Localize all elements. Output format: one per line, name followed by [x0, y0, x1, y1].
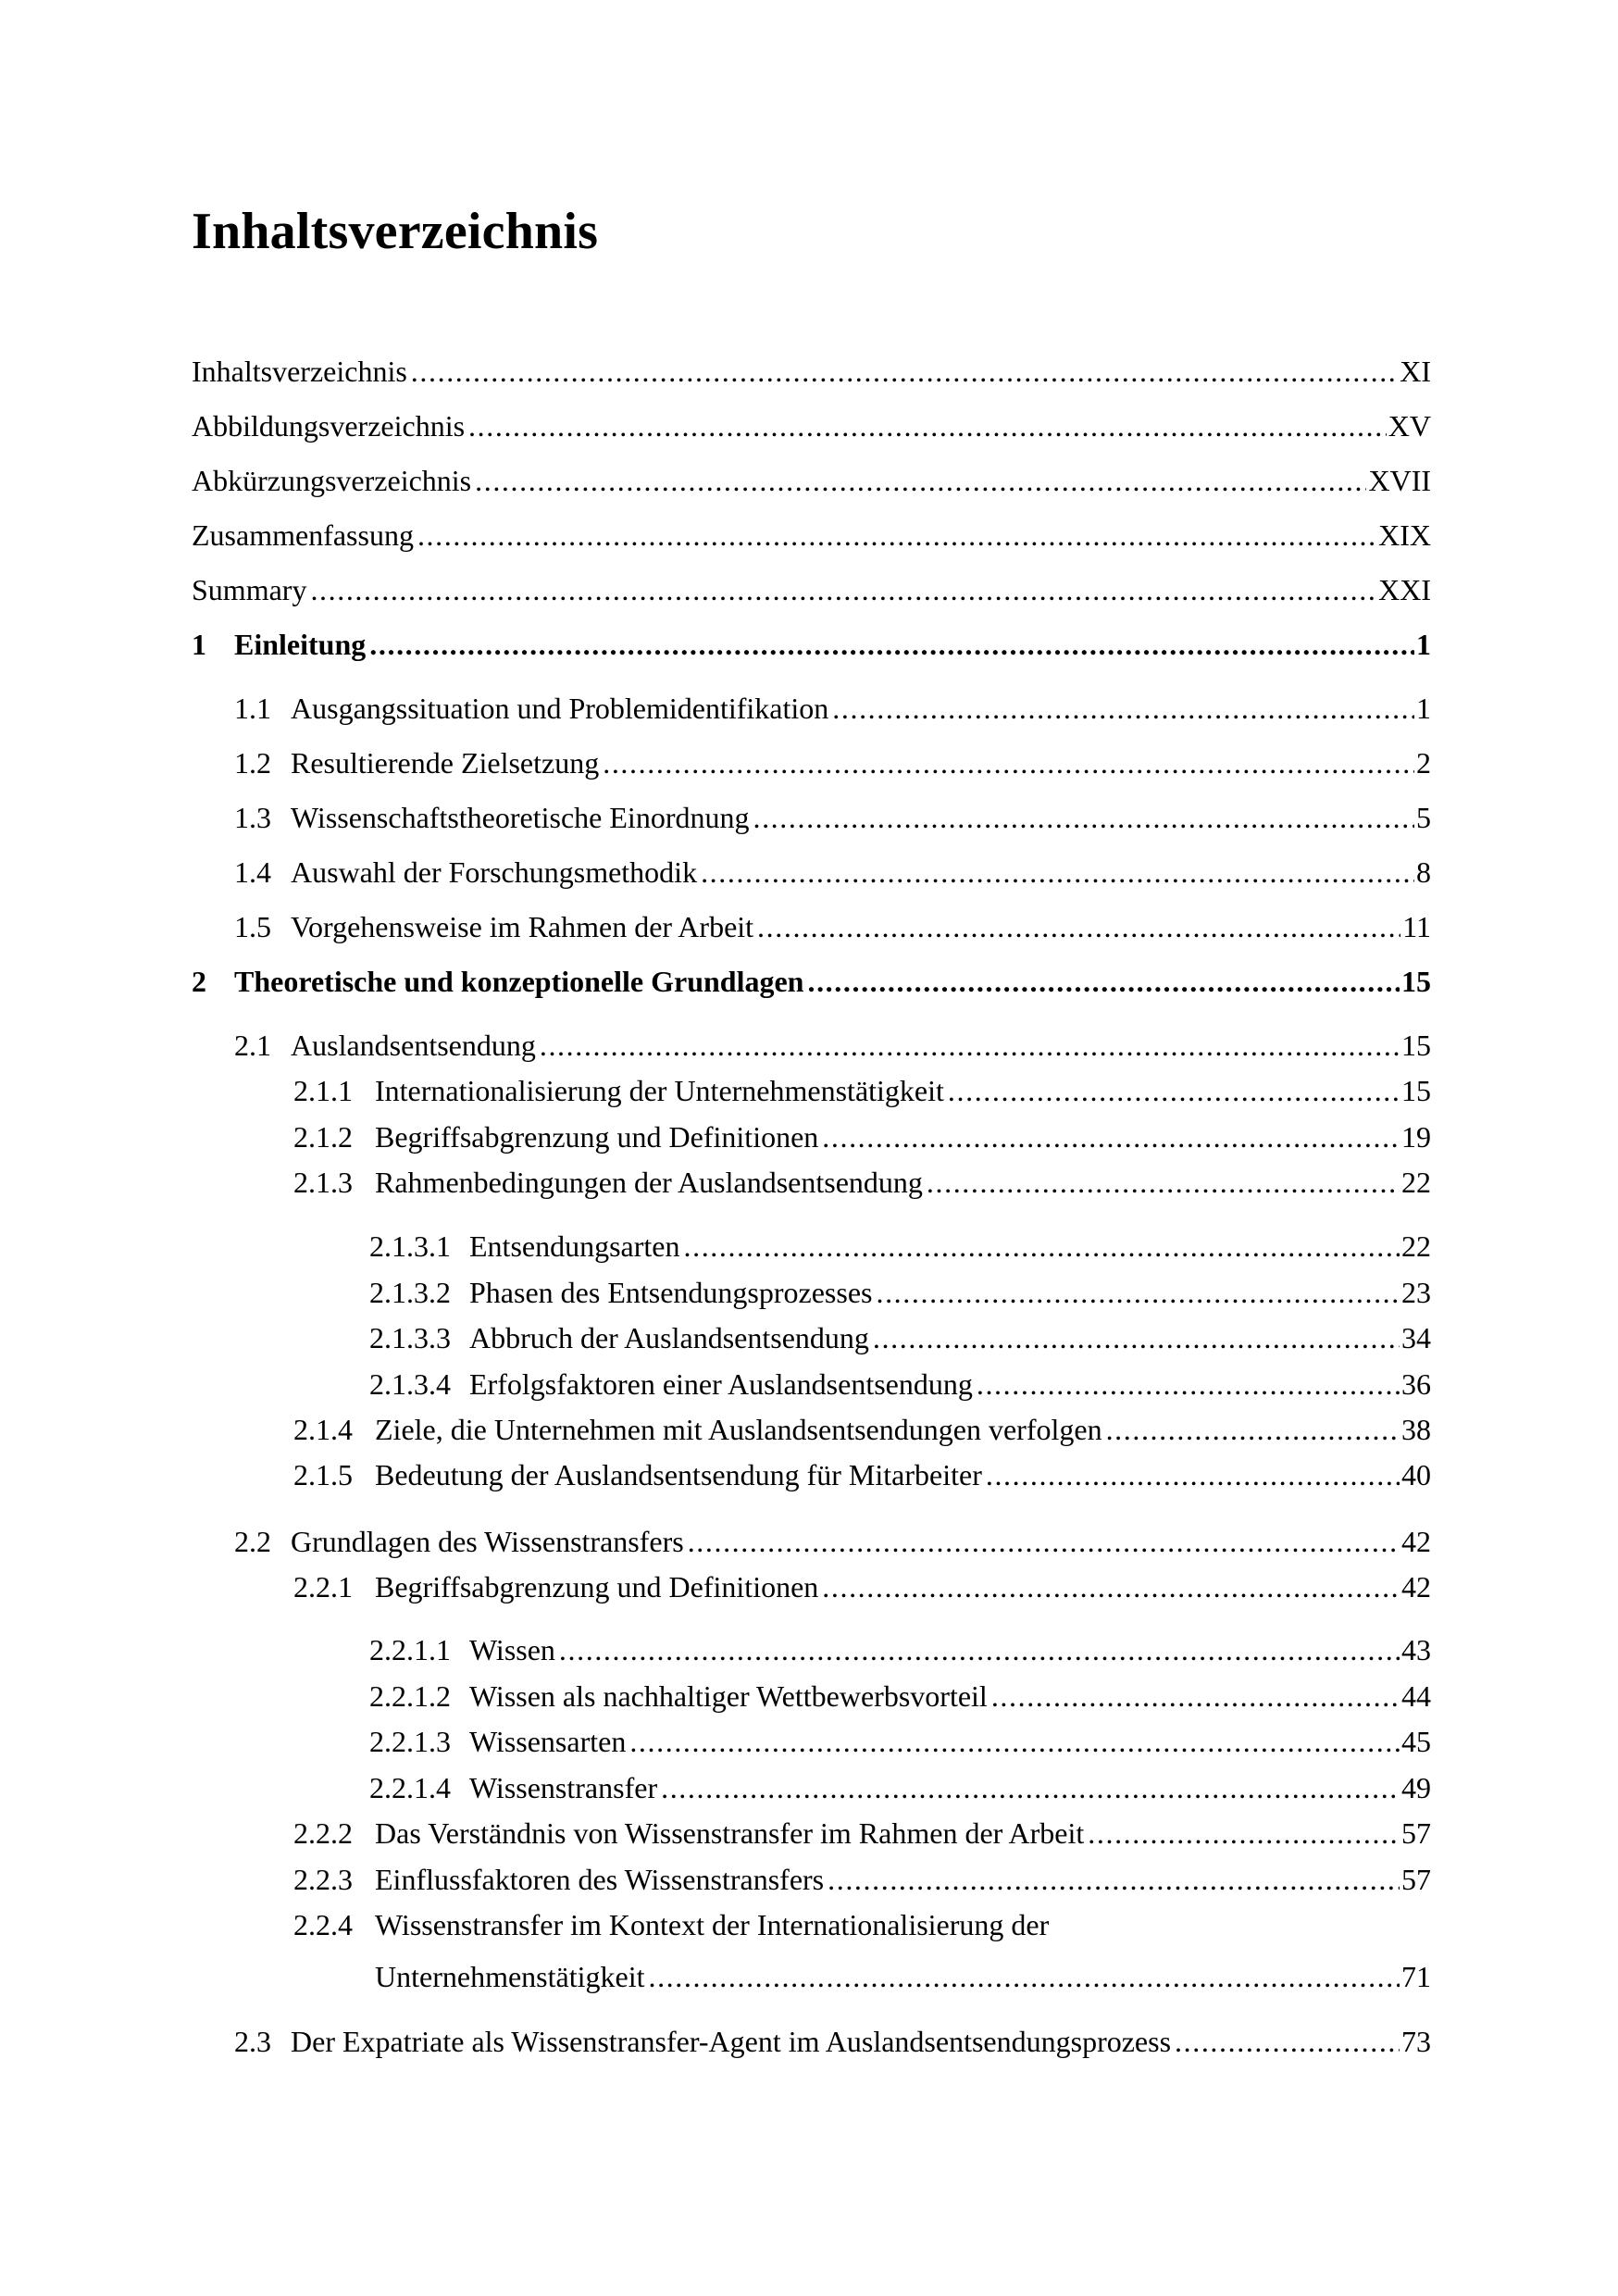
toc-entry-page: 22 [1401, 1229, 1431, 1263]
toc-entry-title: Auswahl der Forschungsmethodik [291, 855, 698, 889]
toc-entry-number: 2.1.2 [293, 1120, 353, 1154]
toc-entry-page: 43 [1401, 1633, 1431, 1666]
toc-entry[interactable] [192, 571, 1431, 608]
toc-entry-number: 2.2.4 [293, 1908, 353, 1941]
toc-dot-leader [927, 1164, 1400, 1201]
toc-subsection-entry[interactable] [293, 1411, 1431, 1448]
toc-entry-title: Ausgangssituation und Problemidentifikation [291, 692, 829, 725]
toc-entry-number: 2.3 [234, 2025, 271, 2058]
toc-dot-leader [832, 690, 1414, 727]
toc-entry-number: 1.1 [234, 692, 271, 725]
toc-entry-number: 2.2.1.4 [369, 1771, 451, 1804]
toc-entry-title: Wissen [469, 1633, 555, 1666]
toc-entry-page: 5 [1416, 801, 1431, 834]
toc-entry-title: Abkürzungsverzeichnis [192, 464, 472, 497]
toc-subsection-entry[interactable] [293, 1456, 1431, 1493]
toc-subsection-entry[interactable] [293, 1118, 1431, 1155]
toc-entry-number: 2.1.3 [293, 1166, 353, 1199]
toc-dot-leader [873, 1319, 1400, 1356]
toc-entry-number: 1.3 [234, 801, 271, 834]
toc-entry-title: Erfolgsfaktoren einer Auslandsentsendung [469, 1367, 973, 1401]
toc-entry-title: Unternehmenstätigkeit [375, 1960, 645, 1993]
toc-entry-number: 2.1.3.4 [369, 1367, 451, 1401]
toc-entry-page: 34 [1401, 1321, 1431, 1354]
toc-dot-leader [684, 1228, 1400, 1265]
toc-entry-number: 2.2.3 [293, 1863, 353, 1896]
toc-dot-leader [986, 1456, 1400, 1493]
toc-entry-page: 2 [1416, 746, 1431, 780]
toc-entry-title: Resultierende Zielsetzung [291, 746, 600, 780]
toc-entry-title: Summary [192, 573, 307, 606]
toc-entry-title: Einleitung [234, 628, 367, 661]
toc-entry-title: Wissensarten [469, 1725, 627, 1758]
toc-dot-leader [991, 1678, 1400, 1715]
toc-section-entry[interactable] [234, 2023, 1431, 2060]
toc-entry-page: XXI [1378, 573, 1431, 606]
toc-entry-title: Einflussfaktoren des Wissenstransfers [375, 1863, 825, 1896]
toc-entry-title: Inhaltsverzeichnis [192, 355, 407, 388]
toc-chapter-entry[interactable] [192, 626, 1431, 663]
toc-subsection-entry[interactable] [293, 1906, 1431, 1943]
toc-entry-title: Auslandsentsendung [291, 1029, 536, 1062]
toc-dot-leader [540, 1027, 1400, 1064]
toc-dot-leader [603, 744, 1414, 781]
toc-dot-leader [753, 799, 1414, 836]
toc-entry-page: 57 [1401, 1816, 1431, 1850]
toc-section-entry[interactable] [234, 799, 1431, 836]
toc-entry-page: 45 [1401, 1725, 1431, 1758]
toc-dot-leader [648, 1958, 1400, 1995]
toc-dot-leader [559, 1631, 1400, 1668]
toc-entry-number: 2.2.1.2 [369, 1679, 451, 1713]
toc-dot-leader [807, 963, 1400, 1000]
toc-entry-title: Entsendungsarten [469, 1229, 680, 1263]
toc-subsubsection-entry[interactable] [369, 1631, 1431, 1668]
toc-entry-number: 1 [192, 628, 206, 661]
toc-entry-page: 23 [1401, 1276, 1431, 1309]
toc-entry-page: 1 [1416, 692, 1431, 725]
toc-section-entry[interactable] [234, 854, 1431, 891]
toc-entry-number: 2.2.1 [293, 1570, 353, 1603]
toc-dot-leader [1088, 1815, 1400, 1852]
toc-dot-leader [828, 1861, 1400, 1898]
toc-entry-title: Wissen als nachhaltiger Wettbewerbsvorteil [469, 1679, 988, 1713]
toc-dot-leader [417, 517, 1376, 554]
toc-entry-page: 42 [1401, 1570, 1431, 1603]
toc-subsubsection-entry[interactable] [369, 1228, 1431, 1265]
toc-dot-leader [977, 1366, 1400, 1403]
toc-section-entry[interactable] [234, 1523, 1431, 1560]
toc-subsection-entry[interactable] [293, 1164, 1431, 1201]
toc-entry[interactable] [192, 407, 1431, 444]
toc-dot-leader [876, 1274, 1400, 1311]
toc-entry-page: 42 [1401, 1525, 1431, 1558]
toc-entry-title: Abbildungsverzeichnis [192, 409, 466, 443]
toc-subsubsection-entry[interactable] [369, 1678, 1431, 1715]
toc-entry-number: 2.2.2 [293, 1816, 353, 1850]
toc-entry[interactable] [192, 517, 1431, 554]
toc-dot-leader [1106, 1411, 1400, 1448]
toc-entry-page: 15 [1401, 965, 1431, 998]
toc-entry-page: XV [1388, 409, 1431, 443]
toc-entry-page: 11 [1402, 910, 1431, 943]
toc-entry-page: 36 [1401, 1367, 1431, 1401]
toc-dot-leader [475, 462, 1366, 499]
toc-entry-number: 2.1.3.1 [369, 1229, 451, 1263]
toc-entry-title: Wissenschaftstheoretische Einordnung [291, 801, 750, 834]
toc-entry-title: Abbruch der Auslandsentsendung [469, 1321, 869, 1354]
toc-section-entry[interactable] [234, 1027, 1431, 1064]
toc-entry-title: Bedeutung der Auslandsentsendung für Mitarbeiter [375, 1458, 982, 1491]
toc-entry-page: XIX [1378, 518, 1431, 552]
toc-entry-continuation[interactable] [375, 1958, 1431, 1995]
toc-dot-leader [822, 1118, 1400, 1155]
toc-dot-leader [661, 1769, 1400, 1806]
toc-entry-page: 19 [1401, 1120, 1431, 1154]
toc-entry-page: 44 [1401, 1679, 1431, 1713]
toc-entry-page: 73 [1401, 2025, 1431, 2058]
toc-entry-number: 1.2 [234, 746, 271, 780]
toc-entry-title: Zusammenfassung [192, 518, 414, 552]
toc-entry-number: 2.1.5 [293, 1458, 353, 1491]
page-title: Inhaltsverzeichnis [192, 203, 599, 260]
toc-subsection-entry[interactable] [293, 1815, 1431, 1852]
toc-entry-page: 8 [1416, 855, 1431, 889]
toc-entry[interactable] [192, 353, 1431, 390]
toc-subsubsection-entry[interactable] [369, 1723, 1431, 1760]
toc-entry-page: 22 [1401, 1166, 1431, 1199]
toc-subsection-entry[interactable] [293, 1861, 1431, 1898]
toc-entry-number: 2 [192, 965, 206, 998]
toc-entry-title: Theoretische und konzeptionelle Grundlagen [234, 965, 804, 998]
toc-entry-title: Wissenstransfer im Kontext der Internationalisierung der [375, 1908, 1050, 1941]
toc-entry-title: Der Expatriate als Wissenstransfer-Agent im Auslandsentsendungsprozess [291, 2025, 1172, 2058]
toc-entry-number: 2.2.1.1 [369, 1633, 451, 1666]
toc-entry-number: 2.2 [234, 1525, 271, 1558]
toc-entry-title: Begriffsabgrenzung und Definitionen [375, 1120, 819, 1154]
toc-entry-page: 49 [1401, 1771, 1431, 1804]
toc-dot-leader [701, 854, 1414, 891]
toc-section-entry[interactable] [234, 744, 1431, 781]
toc-entry-number: 2.2.1.3 [369, 1725, 451, 1758]
toc-subsubsection-entry[interactable] [369, 1274, 1431, 1311]
toc-chapter-entry[interactable] [192, 963, 1431, 1000]
toc-dot-leader [629, 1723, 1400, 1760]
toc-subsection-entry[interactable] [293, 1568, 1431, 1605]
toc-entry-number: 1.5 [234, 910, 271, 943]
toc-entry-page: 15 [1401, 1029, 1431, 1062]
toc-section-entry[interactable] [234, 908, 1431, 945]
toc-entry-title: Ziele, die Unternehmen mit Auslandsentsendungen verfolgen [375, 1413, 1102, 1446]
toc-entry[interactable] [192, 462, 1431, 499]
toc-entry-title: Internationalisierung der Unternehmenstätigkeit [375, 1074, 944, 1107]
toc-entry-page: 57 [1401, 1863, 1431, 1896]
toc-entry-page: XVII [1368, 464, 1431, 497]
toc-dot-leader [468, 407, 1387, 444]
toc-entry-number: 2.1.4 [293, 1413, 353, 1446]
toc-subsection-entry[interactable] [293, 1072, 1431, 1109]
toc-entry-page: 71 [1401, 1960, 1431, 1993]
toc-entry-title: Begriffsabgrenzung und Definitionen [375, 1570, 819, 1603]
toc-subsubsection-entry[interactable] [369, 1366, 1431, 1403]
toc-entry-title: Phasen des Entsendungsprozesses [469, 1276, 873, 1309]
toc-entry-number: 2.1.3.2 [369, 1276, 451, 1309]
toc-entry-title: Das Verständnis von Wissenstransfer im Rahmen der Arbeit [375, 1816, 1085, 1850]
toc-entry-page: 1 [1416, 628, 1431, 661]
toc-dot-leader [369, 626, 1414, 663]
toc-section-entry[interactable] [234, 690, 1431, 727]
toc-entry-title: Grundlagen des Wissenstransfers [291, 1525, 684, 1558]
toc-dot-leader [1175, 2023, 1400, 2060]
toc-entry-page: 40 [1401, 1458, 1431, 1491]
toc-dot-leader [822, 1568, 1400, 1605]
toc-dot-leader [310, 571, 1376, 608]
toc-subsubsection-entry[interactable] [369, 1769, 1431, 1806]
toc-dot-leader [948, 1072, 1400, 1109]
toc-entry-page: 15 [1401, 1074, 1431, 1107]
toc-entry-number: 2.1.1 [293, 1074, 353, 1107]
toc-dot-leader [411, 353, 1398, 390]
toc-entry-title: Vorgehensweise im Rahmen der Arbeit [291, 910, 754, 943]
toc-entry-title: Wissenstransfer [469, 1771, 658, 1804]
toc-entry-page: 38 [1401, 1413, 1431, 1446]
toc-entry-page: XI [1400, 355, 1431, 388]
toc-entry-number: 2.1.3.3 [369, 1321, 451, 1354]
toc-dot-leader [757, 908, 1400, 945]
toc-dot-leader [688, 1523, 1400, 1560]
toc-entry-title: Rahmenbedingungen der Auslandsentsendung [375, 1166, 923, 1199]
toc-entry-number: 1.4 [234, 855, 271, 889]
toc-subsubsection-entry[interactable] [369, 1319, 1431, 1356]
toc-entry-number: 2.1 [234, 1029, 271, 1062]
